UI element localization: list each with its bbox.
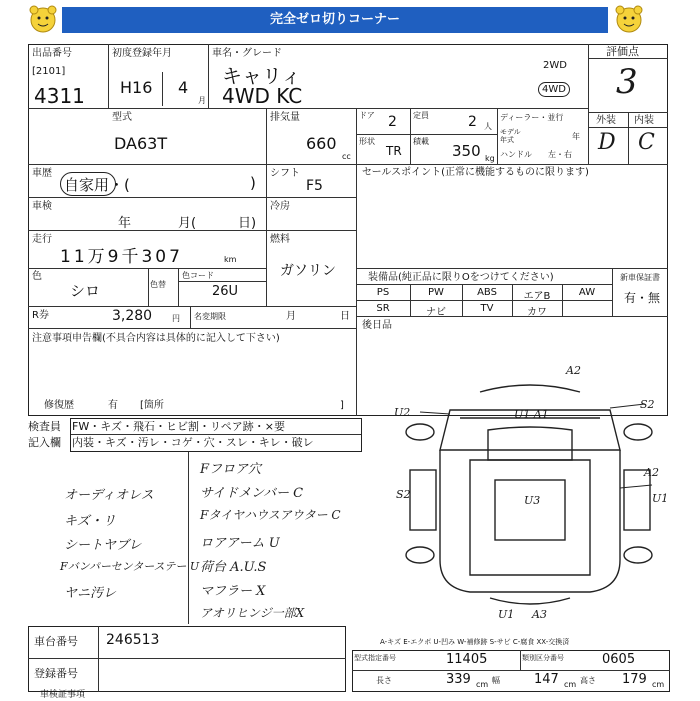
notes-label: 注意事項申告欄(不具合内容は具体的に記入して下さい) [32, 333, 280, 344]
warranty-options: 有・無 [624, 291, 661, 305]
dealer-label: ディーラー・並行 [500, 113, 564, 122]
history-suffix: ) [250, 174, 256, 192]
car-name: キャリィ [222, 64, 302, 88]
mileage-unit: km [224, 255, 237, 264]
model-value: DA63T [114, 134, 168, 153]
equip-abs: ABS [477, 287, 497, 298]
repair-end: ] [340, 400, 344, 411]
score-value: 3 [616, 62, 638, 102]
note-right-4: ロアアーム U [200, 536, 280, 551]
reg-number-label: 登録番号 [34, 667, 78, 680]
lot-number: 4311 [34, 84, 85, 108]
note-right-5: 荷台 A.U.S [200, 560, 267, 575]
record-row: 内装・キズ・汚レ・コゲ・穴・スレ・キレ・破レ [72, 436, 314, 449]
inspection-label: 車検 [32, 201, 52, 212]
handle-options: 左・右 [548, 150, 572, 159]
car-label: 車名・グレード [212, 48, 282, 59]
drive-4wd: 4WD [538, 82, 570, 97]
shape-value: TR [386, 144, 402, 158]
color-code-label: 色コード [182, 271, 214, 280]
mark-s2-right: S2 [640, 398, 655, 411]
recycle-value: 3,280 [112, 308, 153, 324]
mascot-left-icon [26, 5, 60, 35]
record-label: 記入欄 [28, 436, 61, 449]
transfer-month: 月 [286, 311, 296, 322]
width-unit: cm [564, 680, 577, 689]
aircon-label: 冷房 [270, 201, 290, 212]
mark-u3: U3 [524, 494, 541, 507]
aftermarket-label: 後日品 [362, 320, 392, 331]
chassis-value: 246513 [106, 632, 160, 648]
note-right-1: Fフロア穴 [200, 462, 262, 477]
inspector-row: FW・キズ・飛石・ヒビ割・リペア跡・×要 [72, 420, 285, 433]
height-unit: cm [652, 680, 665, 689]
doors-value: 2 [388, 114, 397, 130]
mark-u2-left: U2 [394, 406, 411, 419]
transfer-label: 名変期限 [194, 312, 226, 321]
lot-label: 出品番号 [32, 48, 72, 59]
sales-point-label: セールスポイント(正常に機能するものに限ります) [362, 167, 589, 178]
registration-label: 初度登録年月 [112, 48, 172, 59]
height-value: 179 [622, 672, 647, 687]
repair-value: 有 [108, 400, 118, 411]
bottom-caption: 車検証事項 [40, 690, 86, 700]
mark-u1a1: U1 A1 [514, 408, 549, 421]
color-code: 26U [212, 284, 239, 299]
length-unit: cm [476, 680, 489, 689]
equipment-label: 装備品(純正品に限りOをつけてください) [368, 272, 554, 283]
load-unit: kg [485, 154, 495, 163]
warranty-label: 新車保証書 [620, 273, 660, 282]
transfer-day: 日 [340, 311, 350, 322]
exterior-label: 外装 [596, 115, 616, 126]
drive-2wd: 2WD [543, 60, 567, 71]
note-right-7: アオリヒンジ一部X [200, 606, 305, 620]
model-label: 型式 [112, 112, 132, 123]
mark-u1-right: U1 [652, 492, 669, 505]
inspection-month: 月( [178, 216, 197, 231]
damage-legend: A-キズ E-エクボ U-凹み W-補修跡 S-サビ C-腐食 XX-交換済 [380, 638, 570, 646]
height-label: 高さ [580, 676, 596, 685]
length-label: 長さ [376, 676, 392, 685]
shift-label: シフト [270, 168, 300, 179]
class-value: 0605 [602, 652, 636, 667]
inspection-day: 日) [238, 216, 257, 231]
equip-leather: カワ [527, 307, 547, 318]
displacement-unit: cc [342, 152, 351, 161]
note-left-5: ヤニ汚レ [64, 586, 117, 601]
registration-month-unit: 月 [198, 96, 206, 105]
load-label: 積載 [413, 137, 429, 146]
car-grade: 4WD KC [222, 84, 303, 108]
repair-part: [箇所 [140, 400, 164, 411]
equip-navi: ナビ [426, 307, 446, 318]
mark-a2-right: A2 [644, 466, 659, 479]
mascot-right-icon [612, 5, 646, 35]
recycle-label: R券 [32, 310, 49, 321]
banner-title: 完全ゼロ切りコーナー [62, 7, 608, 33]
type-cert-value: 11405 [446, 652, 488, 667]
history-value: 自家用・( [64, 176, 130, 194]
capacity-value: 2 [468, 114, 477, 130]
note-left-3: シートヤブレ [64, 538, 142, 553]
displacement-value: 660 [306, 134, 337, 153]
class-label: 類別区分番号 [522, 654, 564, 662]
type-cert-label: 型式指定番号 [354, 654, 396, 662]
lot-code: [2101] [32, 66, 66, 77]
interior-label: 内装 [634, 115, 654, 126]
color-change-label: 色替 [150, 280, 166, 289]
equip-sr: SR [376, 303, 390, 314]
repair-label: 修復歴 [44, 400, 74, 411]
inspection-year: 年 [118, 216, 132, 231]
note-right-6: マフラー X [200, 584, 266, 599]
handle-label: ハンドル [500, 150, 532, 159]
recycle-unit: 円 [172, 314, 180, 323]
mark-a3-bottom: A3 [532, 608, 547, 621]
width-value: 147 [534, 672, 559, 687]
width-label: 幅 [492, 676, 500, 685]
score-label: 評価点 [606, 45, 639, 58]
doors-label: ドア [359, 111, 375, 120]
equip-ps: PS [376, 287, 390, 298]
note-left-4: Fバンパーセンターステー U [60, 560, 200, 573]
color-value: シロ [70, 282, 101, 300]
model-year-label: モデル年式 [500, 128, 521, 144]
equip-airbag: エアB [523, 291, 551, 302]
capacity-label: 定員 [413, 111, 429, 120]
color-label: 色 [32, 271, 42, 282]
load-value: 350 [452, 142, 481, 160]
note-right-2: サイドメンバー C [200, 486, 304, 501]
model-year-unit: 年 [572, 132, 580, 141]
equip-tv: TV [480, 303, 494, 314]
shift-value: F5 [306, 178, 323, 194]
history-circle [60, 172, 116, 196]
mark-s2-left: S2 [396, 488, 411, 501]
note-left-2: キズ・リ [64, 514, 116, 529]
equip-pw: PW [428, 287, 444, 298]
chassis-label: 車台番号 [34, 635, 78, 648]
note-left-1: オーディオレス [64, 488, 154, 503]
mileage-value: 11万9千307 [60, 247, 183, 267]
mileage-label: 走行 [32, 234, 52, 245]
displacement-label: 排気量 [270, 112, 300, 123]
length-value: 339 [446, 672, 471, 687]
capacity-unit: 人 [484, 122, 492, 131]
history-label: 車歴 [32, 168, 52, 179]
exterior-score: D [598, 130, 616, 155]
registration-month: 4 [178, 78, 189, 97]
equip-aw: AW [578, 287, 596, 298]
mark-a2-top: A2 [566, 364, 581, 377]
fuel-value: ガソリン [280, 263, 336, 279]
mark-u1-bottom: U1 [498, 608, 515, 621]
shape-label: 形状 [359, 137, 375, 146]
fuel-label: 燃料 [270, 234, 290, 245]
inspector-label: 検査員 [28, 420, 61, 433]
registration-era: H16 [120, 78, 153, 97]
note-right-3: Fタイヤハウスアウター C [200, 508, 341, 522]
interior-score: C [638, 130, 655, 155]
